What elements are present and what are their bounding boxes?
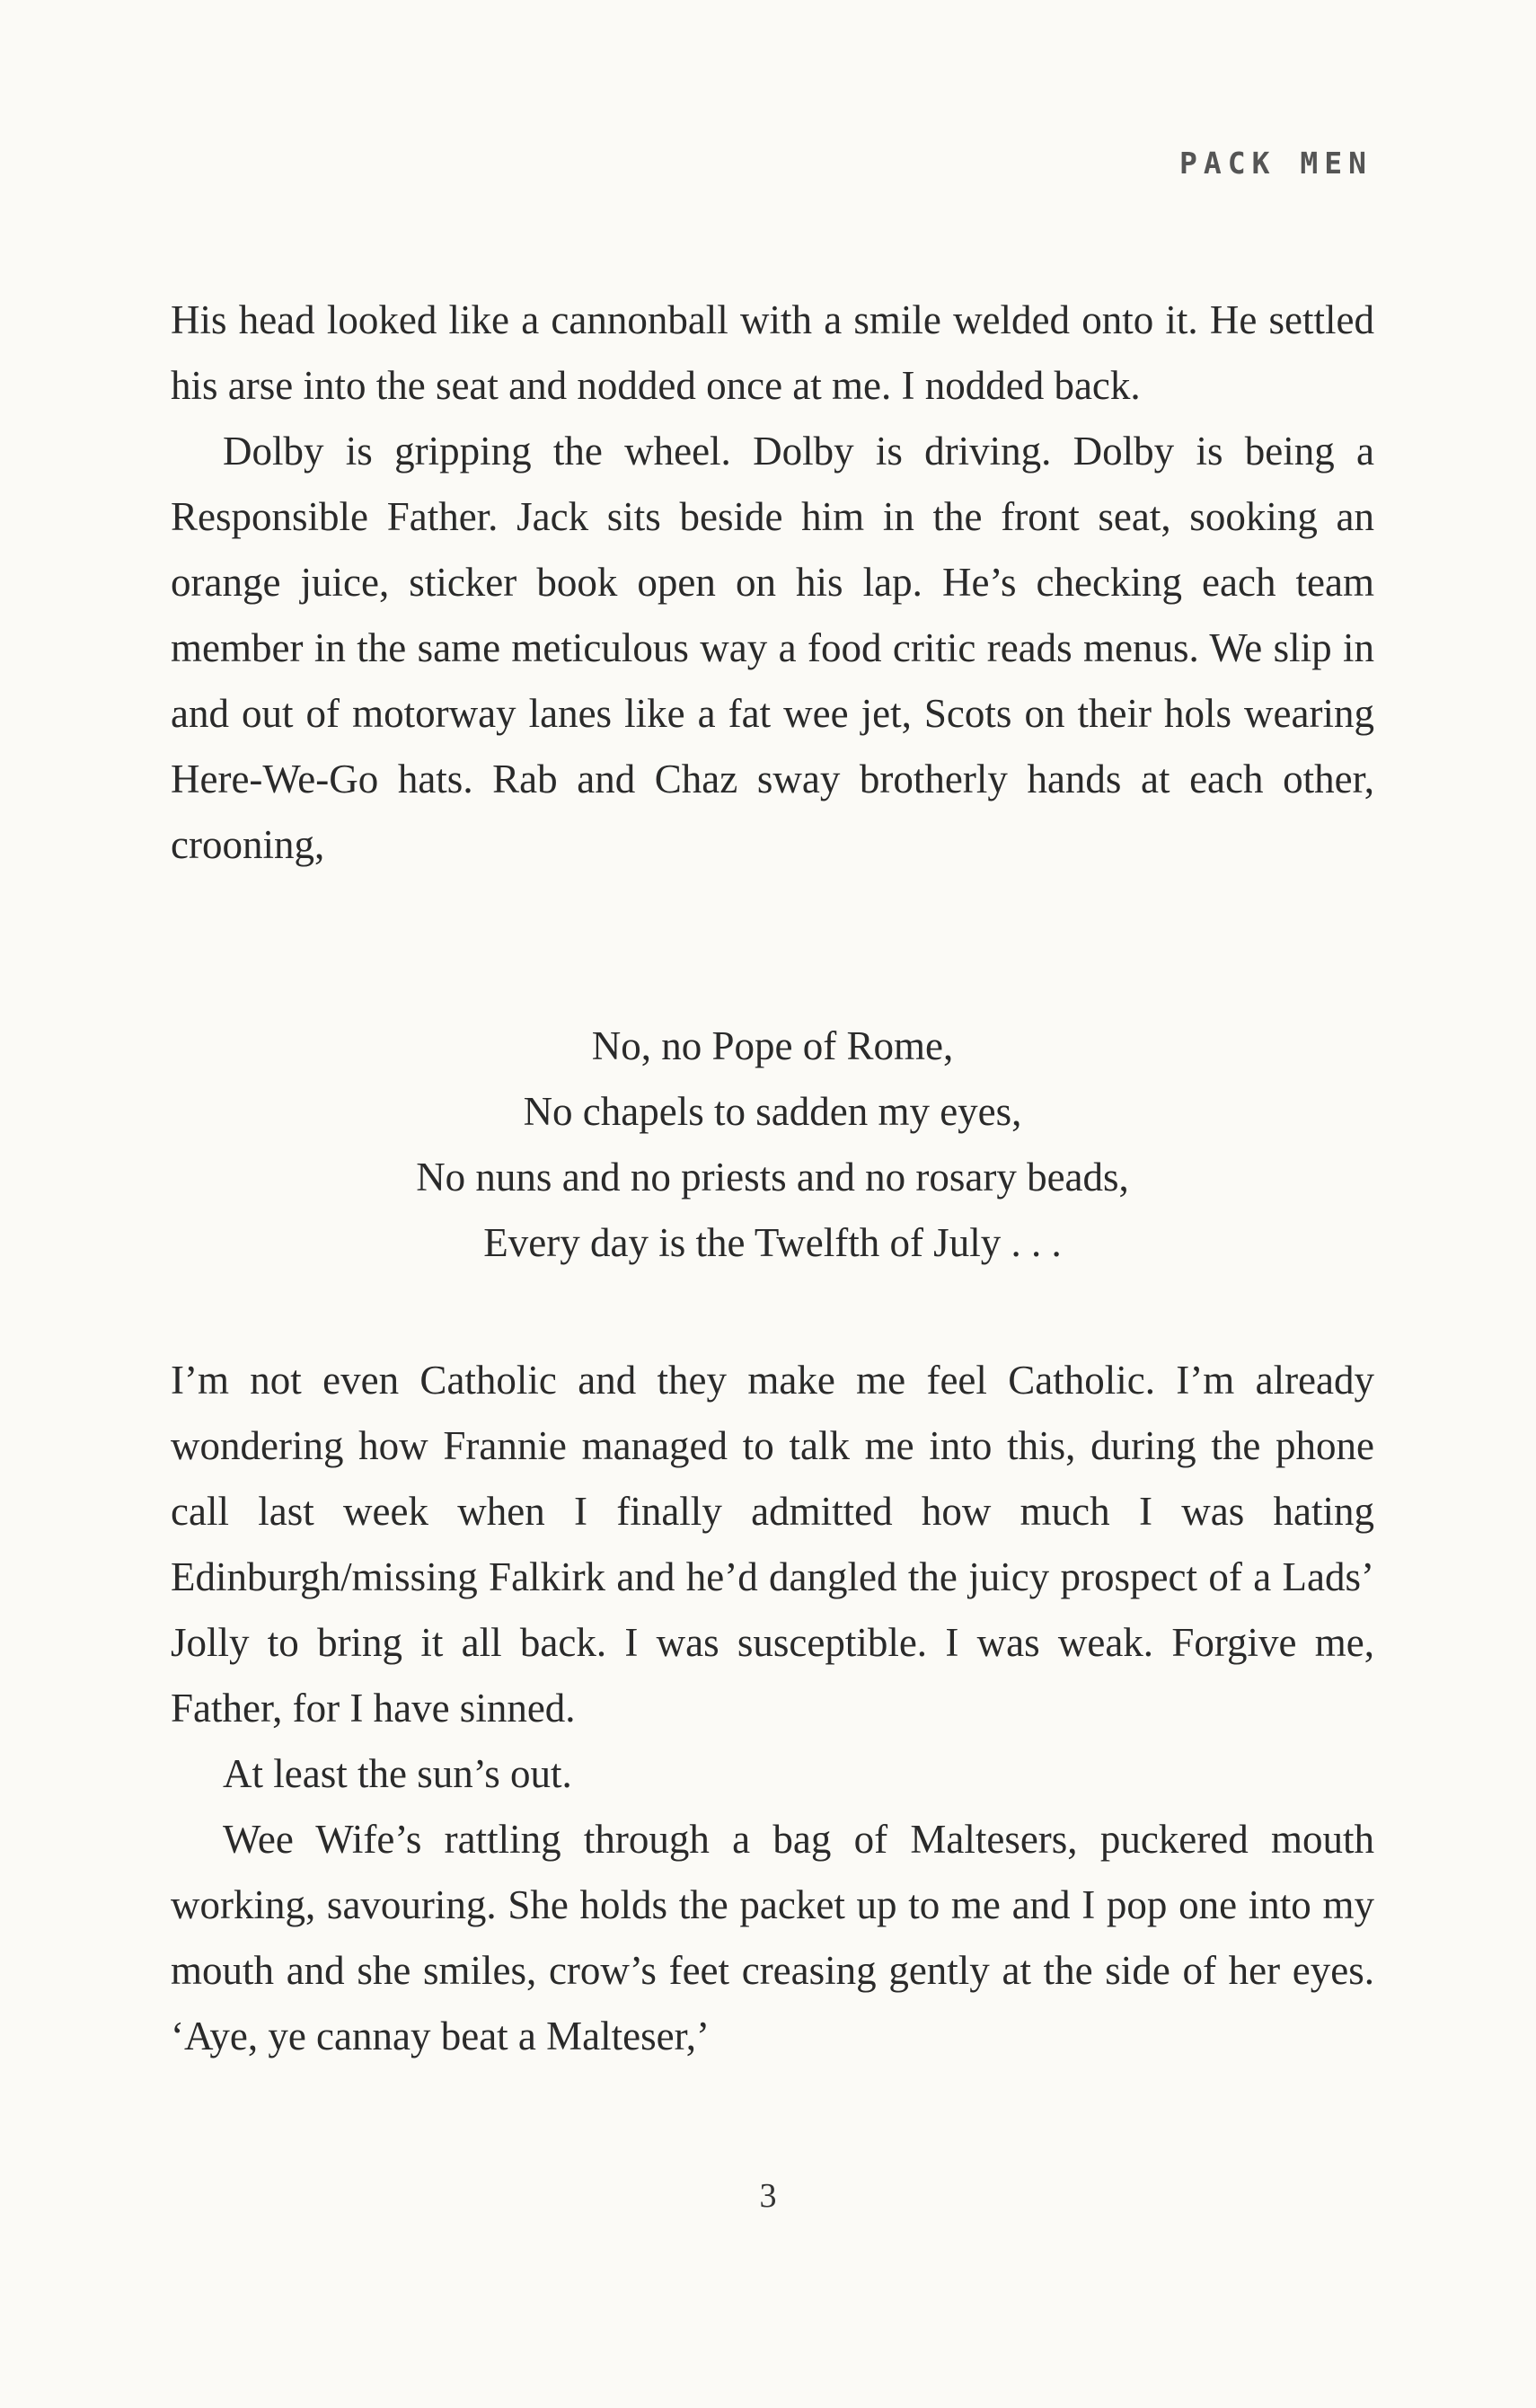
- verse-line: Every day is the Twelfth of July . . .: [483, 1220, 1062, 1265]
- paragraph: Dolby is gripping the wheel. Dolby is driving. Dolby is being a Responsible Father. Jack sits beside him in the front seat, sooking an orange juice, sticker book open on his lap. He’s checking each team member in the same meticulous way a food critic reads menus. We slip in and out of motorway lanes like a fat wee jet, Scots on their hols wearing Here-We-Go hats. Rab and Chaz sway brotherly hands at each other, crooning,: [171, 429, 1374, 867]
- verse-line: No nuns and no priests and no rosary beads,: [416, 1155, 1129, 1200]
- paragraph: His head looked like a cannonball with a smile welded onto it. He settled his arse into the seat and nodded once at me. I nodded back.: [171, 297, 1374, 408]
- running-head: PACK MEN: [1179, 146, 1373, 181]
- paragraph: At least the sun’s out.: [223, 1751, 572, 1796]
- verse-block: [171, 1014, 1374, 1276]
- verse-line: No, no Pope of Rome,: [591, 1023, 954, 1068]
- text-block-top: [171, 288, 1374, 878]
- text-block-bottom: [171, 1348, 1374, 2069]
- page-number: 3: [759, 2177, 777, 2215]
- paragraph: Wee Wife’s rattling through a bag of Maltesers, puckered mouth working, savouring. She holds the packet up to me and I pop one into my mouth and she smiles, crow’s feet creasing gently at the side of her eyes. ‘Aye, ye cannay beat a Malteser,’: [171, 1817, 1374, 2058]
- paragraph: I’m not even Catholic and they make me feel Catholic. I’m already wondering how Frannie managed to talk me into this, during the phone call last week when I finally admitted how much I was hating Edinburgh/missing Falkirk and he’d dangled the juicy prospect of a Lads’ Jolly to bring it all back. I was susceptible. I was weak. Forgive me, Father, for I have sinned.: [171, 1358, 1374, 1731]
- verse-line: No chapels to sadden my eyes,: [523, 1089, 1022, 1134]
